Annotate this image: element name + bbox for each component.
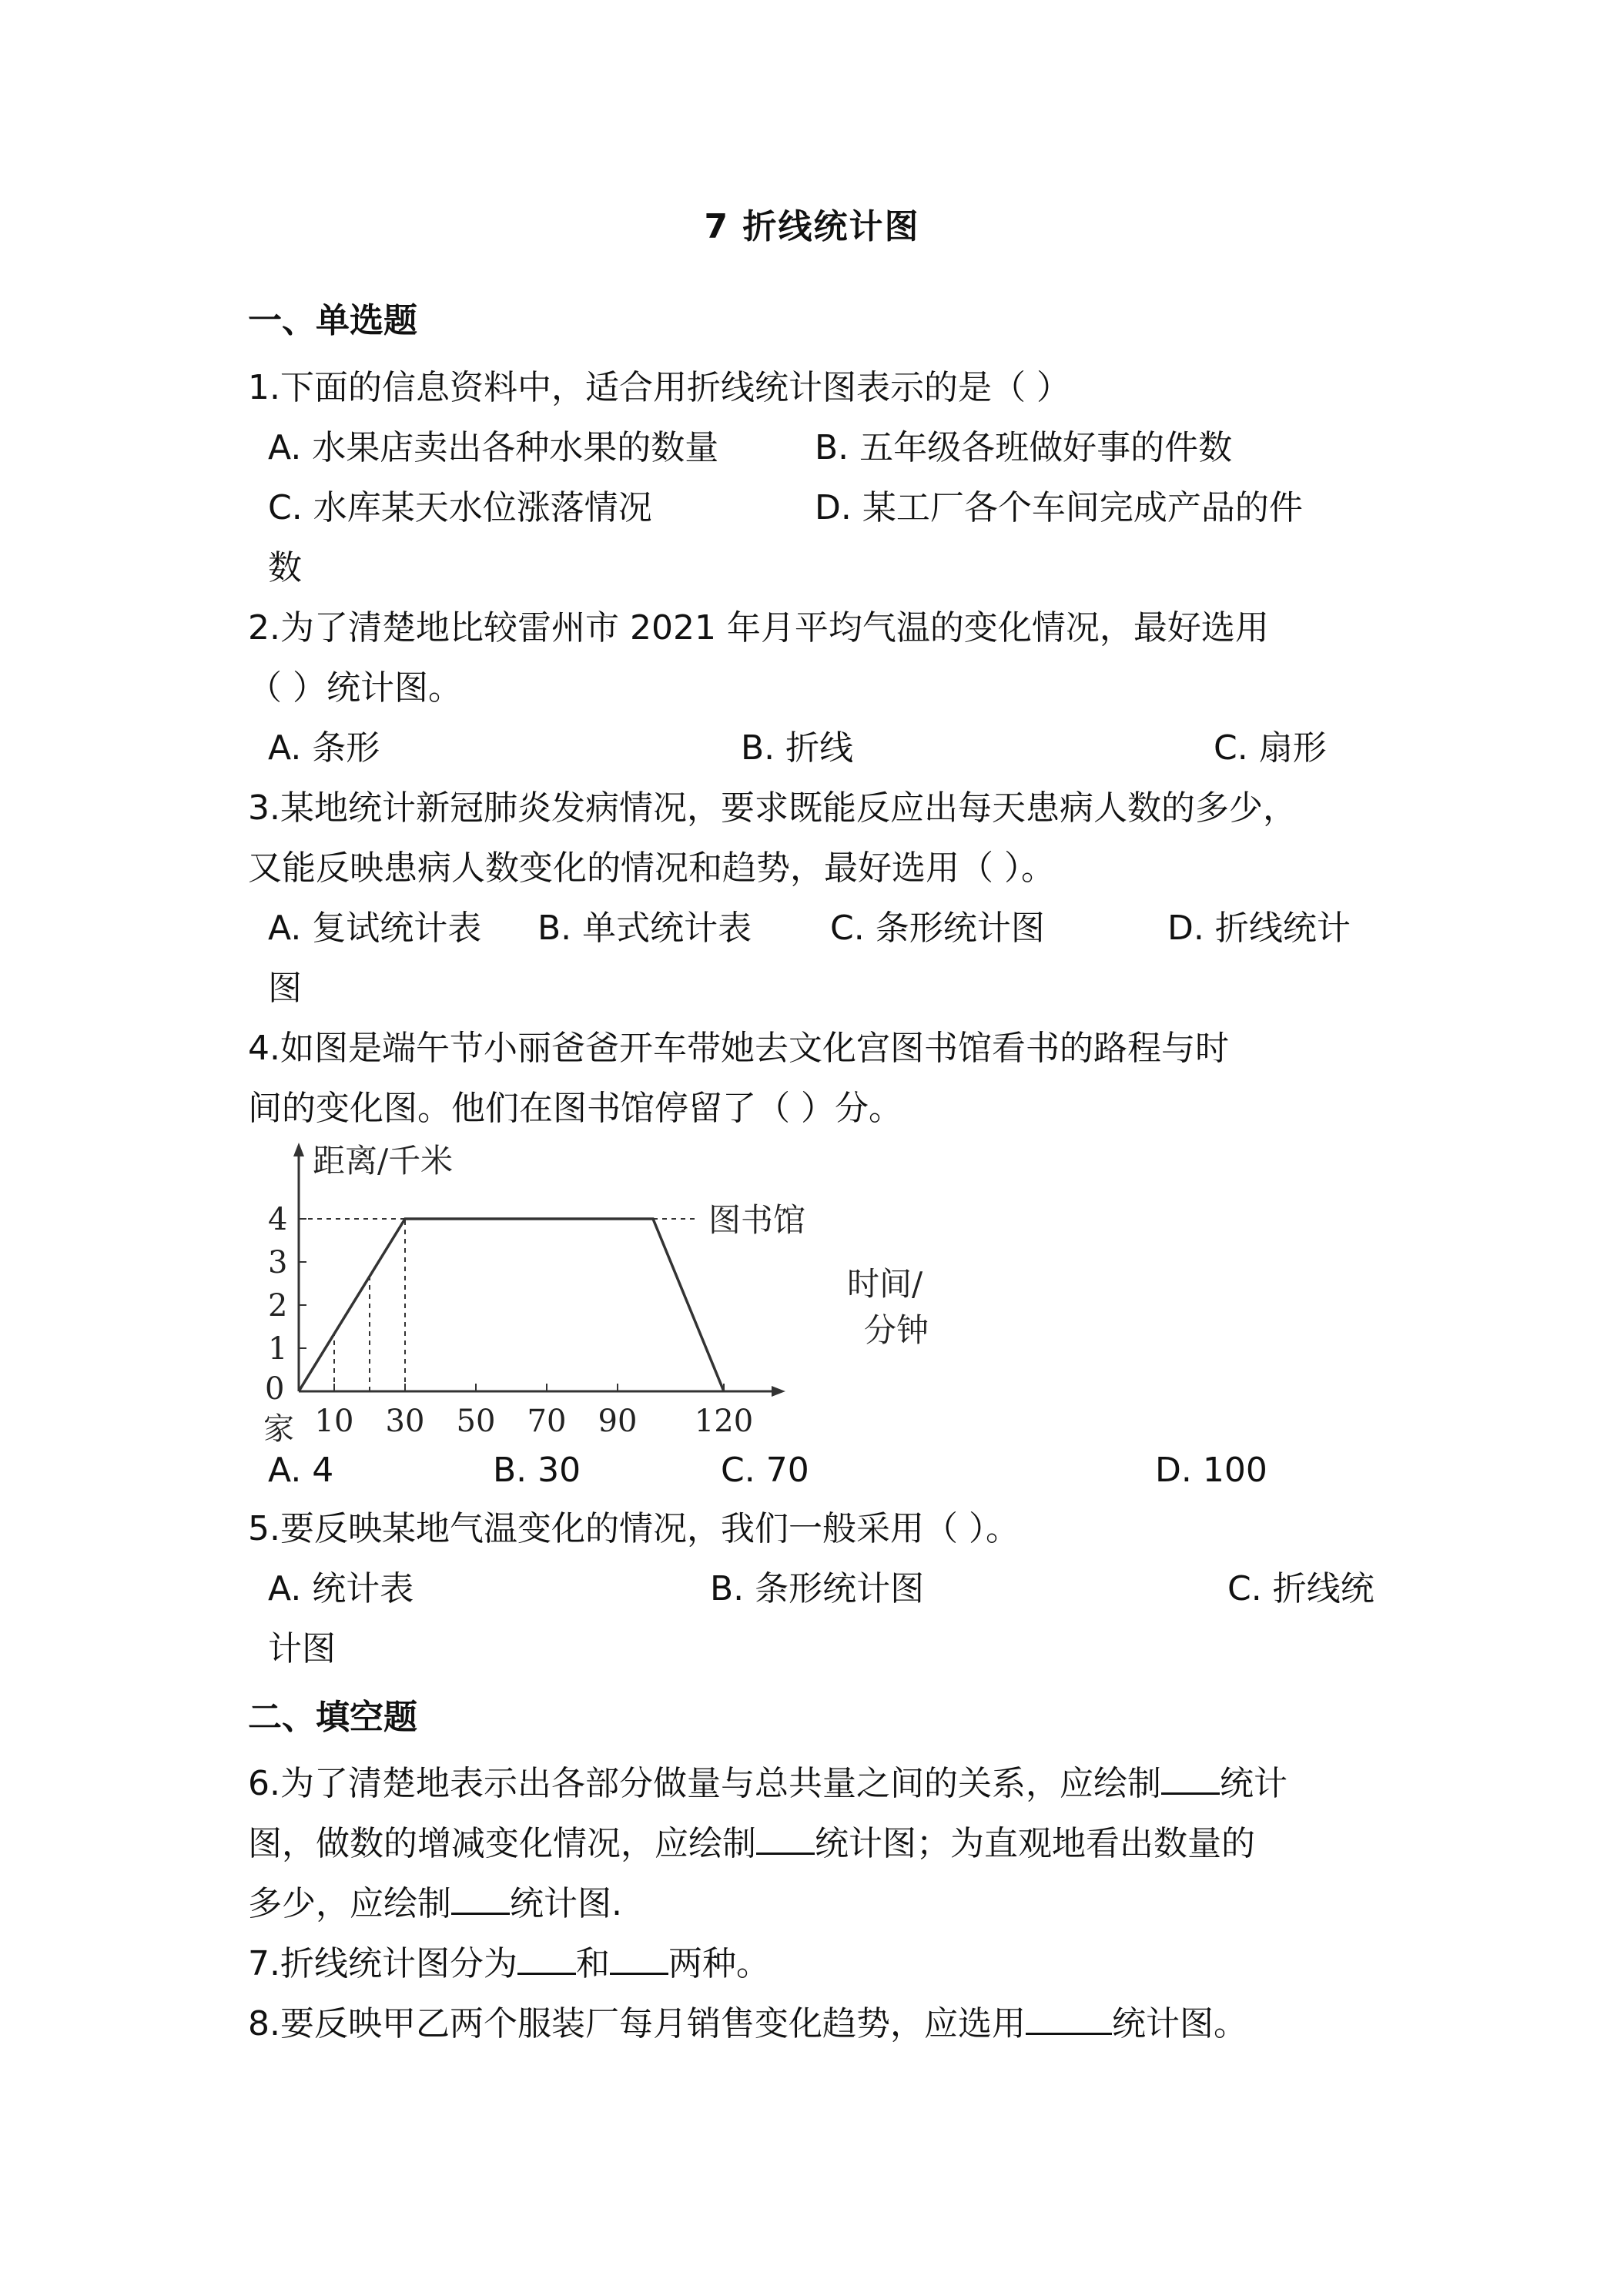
question-8 [248,2003,1247,2045]
question-6-text-3: 多少，应绘制 [248,1884,451,1923]
question-5-option-a: A. 统计表 [268,1569,414,1608]
question-5-option-c: C. 折线统 [1227,1569,1375,1608]
question-2-option-c: C. 扇形 [1214,728,1327,768]
x-tick-label: 30 [385,1404,425,1439]
answer-blank[interactable] [1026,2003,1112,2035]
x-tick-label: 50 [456,1404,496,1439]
question-6-text-1b: 统计 [1219,1764,1287,1803]
x-tick-label: 90 [598,1404,638,1439]
library-label: 图书馆 [708,1201,806,1239]
answer-blank[interactable] [610,1943,668,1975]
y-axis-arrow [293,1143,304,1156]
question-3-option-c: C. 条形统计图 [830,909,1045,948]
y-axis-label: 距离/千米 [313,1142,454,1180]
home-label: 家 [263,1411,294,1444]
question-1-option-d: D. 某工厂各个车间完成产品的件 [815,488,1303,527]
x-tick-label: 10 [314,1404,354,1439]
section-heading-fill-blank: 二、填空题 [248,1698,417,1737]
origin-label: 0 [265,1371,285,1407]
answer-blank[interactable] [756,1823,815,1855]
question-5-option-c-continued: 计图 [268,1629,336,1668]
question-2-stem-line2: （ ）统计图。 [248,668,462,708]
question-5-option-b: B. 条形统计图 [710,1569,925,1608]
question-4-option-b: B. 30 [493,1451,581,1490]
question-7-text-1: 7.折线统计图分为 [248,1944,517,1983]
question-3-option-a: A. 复试统计表 [268,909,482,948]
question-2-stem: 2.为了清楚地比较雷州市 2021 年月平均气温的变化情况，最好选用 [248,608,1269,648]
question-3-stem: 3.某地统计新冠肺炎发病情况，要求既能反应出每天患病人数的多少， [248,788,1297,828]
question-1-option-c: C. 水库某天水位涨落情况 [268,488,652,527]
question-4-stem-line2: 间的变化图。他们在图书馆停留了（ ）分。 [248,1089,902,1128]
distance-time-chart [231,1140,1016,1444]
question-6-text-2b: 统计图；为直观地看出数量的 [815,1824,1255,1863]
question-1-option-a: A. 水果店卖出各种水果的数量 [268,428,719,467]
question-6-text-2: 图，做数的增减变化情况，应绘制 [248,1824,756,1863]
x-axis-arrow [772,1386,785,1397]
question-6-line1 [248,1763,1287,1805]
question-4-stem: 4.如图是端午节小丽爸爸开车带她去文化宫图书馆看书的路程与时 [248,1029,1229,1068]
question-7 [248,1943,770,1985]
question-6-line3 [248,1883,622,1925]
question-3-stem-line2: 又能反映患病人数变化的情况和趋势，最好选用（ ）。 [248,848,1055,888]
question-3-option-d-continued: 图 [268,969,302,1008]
answer-blank[interactable] [451,1883,510,1915]
y-tick-label: 3 [268,1245,288,1280]
question-1-option-b: B. 五年级各班做好事的件数 [815,428,1233,467]
y-tick-label: 4 [268,1202,288,1237]
question-6-text-3b: 统计图. [510,1884,622,1923]
question-8-text-1: 8.要反映甲乙两个服装厂每月销售变化趋势，应选用 [248,2004,1026,2043]
question-3-option-d: D. 折线统计 [1167,909,1351,948]
question-1-stem: 1.下面的信息资料中，适合用折线统计图表示的是（ ） [248,368,1070,407]
question-4-option-a: A. 4 [268,1451,334,1490]
x-axis-label-line1: 时间/ [847,1265,923,1303]
question-7-text-3: 两种。 [668,1944,770,1983]
x-axis-label-line2: 分钟 [864,1311,929,1349]
x-tick-label: 70 [527,1404,567,1439]
y-tick-label: 2 [268,1288,288,1324]
question-6-text-1: 6.为了清楚地表示出各部分做量与总共量之间的关系，应绘制 [248,1764,1161,1803]
distance-line [299,1219,724,1391]
question-2-option-b: B. 折线 [741,728,854,768]
answer-blank[interactable] [517,1943,576,1975]
question-4-option-c: C. 70 [721,1451,809,1490]
question-2-option-a: A. 条形 [268,728,380,768]
question-5-stem: 5.要反映某地气温变化的情况，我们一般采用（ ）。 [248,1509,1020,1548]
y-tick-label: 1 [268,1331,288,1367]
answer-blank[interactable] [1161,1763,1220,1795]
section-heading-single-choice: 一、单选题 [248,301,417,340]
question-6-line2 [248,1823,1255,1865]
question-3-option-b: B. 单式统计表 [537,909,752,948]
question-7-text-2: 和 [575,1944,610,1983]
question-4-option-d: D. 100 [1155,1451,1267,1490]
question-1-option-d-continued: 数 [268,548,302,587]
question-8-text-2: 统计图。 [1111,2004,1247,2043]
x-tick-label: 120 [694,1404,754,1439]
page-title: 7 折线统计图 [704,207,920,246]
